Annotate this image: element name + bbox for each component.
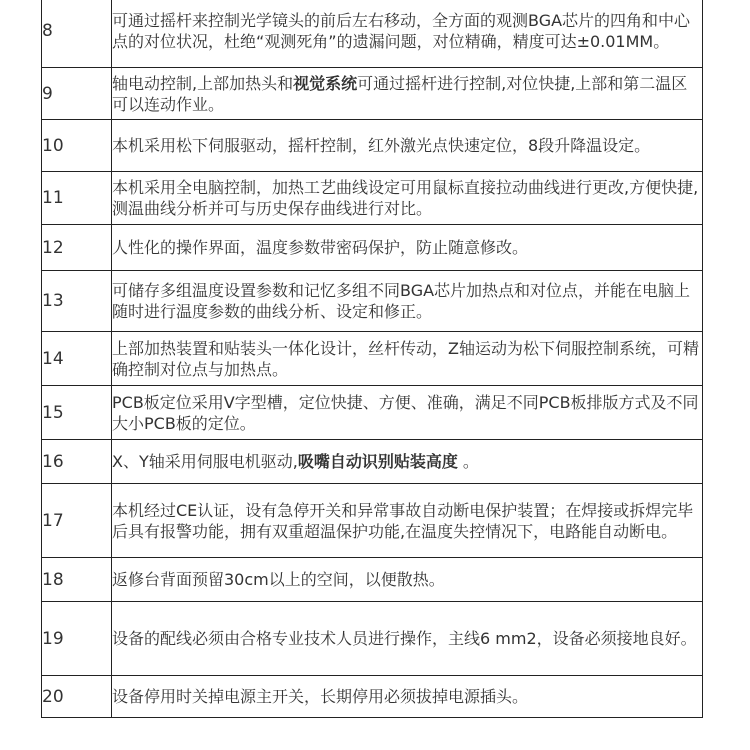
row-number-cell: 16 [42,440,112,484]
table-row [42,271,703,332]
text-segment: 设备的配线必须由合格专业技术人员进行操作，主线6 mm2，设备必须接地良好。 [112,629,697,648]
bold-text-segment: 吸嘴自动识别贴装高度 [297,452,458,471]
row-description-cell [112,332,703,386]
row-number-cell: 14 [42,332,112,386]
text-segment: 本机采用松下伺服驱动，摇杆控制，红外激光点快速定位，8段升降温设定。 [112,136,651,155]
row-number-cell: 15 [42,386,112,440]
text-segment: 本机经过CE认证，设有急停开关和异常事故自动断电保护装置；在焊接或拆焊完毕后具有报警功能，拥有双重超温保护功能,在温度失控情况下，电路能自动断电。 [112,500,694,541]
text-segment: 上部加热装置和贴装头一体化设计，丝杆传动，Z轴运动为松下伺服控制系统，可精确控制对位点与加热点。 [112,338,699,379]
text-segment: 人性化的操作界面，温度参数带密码保护，防止随意修改。 [112,238,529,257]
table-row [42,440,703,484]
text-segment: 轴电动控制,上部加热头和 [112,73,294,93]
text-segment: 返修台背面预留30cm以上的空间，以便散热。 [112,570,445,589]
table-row [42,386,703,440]
row-description-cell [112,386,703,440]
table-row [42,172,703,225]
row-number-cell: 11 [42,172,112,225]
row-description-cell [112,172,703,225]
row-number-cell: 20 [42,676,112,718]
row-description-cell [112,68,703,120]
row-description-cell [112,602,703,676]
row-description-cell [112,271,703,332]
row-number-cell: 12 [42,225,112,271]
row-description-cell [112,440,703,484]
row-number-cell: 9 [42,68,112,120]
table-row [42,225,703,271]
row-description-cell [112,120,703,172]
table-row [42,602,703,676]
text-segment: 可储存多组温度设置参数和记忆多组不同BGA芯片加热点和对位点，并能在电脑上随时进行温度参数的曲线分析、设定和修正。 [112,281,691,321]
table-row [42,0,703,68]
row-number-cell: 8 [42,0,112,68]
row-number-cell: 19 [42,602,112,676]
spec-table [41,0,703,718]
row-number-cell: 18 [42,558,112,602]
table-row [42,68,703,120]
bold-text-segment: 视觉系统 [293,73,358,93]
row-description-cell [112,225,703,271]
row-description-cell [112,558,703,602]
table-row [42,558,703,602]
row-number-cell: 10 [42,120,112,172]
text-segment: 可通过摇杆进行控制,对位快捷,上部和第二温区可以连动作业。 [112,73,688,114]
row-number-cell: 13 [42,271,112,332]
text-segment: 可通过摇杆来控制光学镜头的前后左右移动，全方面的观测BGA芯片的四角和中心点的对位状况，杜绝“观测死角”的遗漏问题，对位精确，精度可达±0.01MM。 [112,11,691,51]
table-row [42,120,703,172]
table-row [42,332,703,386]
text-segment: 设备停用时关掉电源主开关，长期停用必须拔掉电源插头。 [112,687,529,706]
row-description-cell [112,484,703,558]
text-segment: 。 [457,452,479,471]
row-description-cell [112,0,703,68]
row-number-cell: 17 [42,484,112,558]
text-segment: PCB板定位采用V字型槽，定位快捷、方便、准确，满足不同PCB板排版方式及不同大小PCB板的定位。 [112,392,699,433]
text-segment: 本机采用全电脑控制，加热工艺曲线设定可用鼠标直接拉动曲线进行更改,方便快捷,测温曲线分析并可与历史保存曲线进行对比。 [112,178,699,218]
table-row [42,676,703,718]
text-segment: X、Y轴采用伺服电机驱动, [112,452,298,471]
row-description-cell [112,676,703,718]
table-row [42,484,703,558]
spec-table-body [42,0,703,718]
